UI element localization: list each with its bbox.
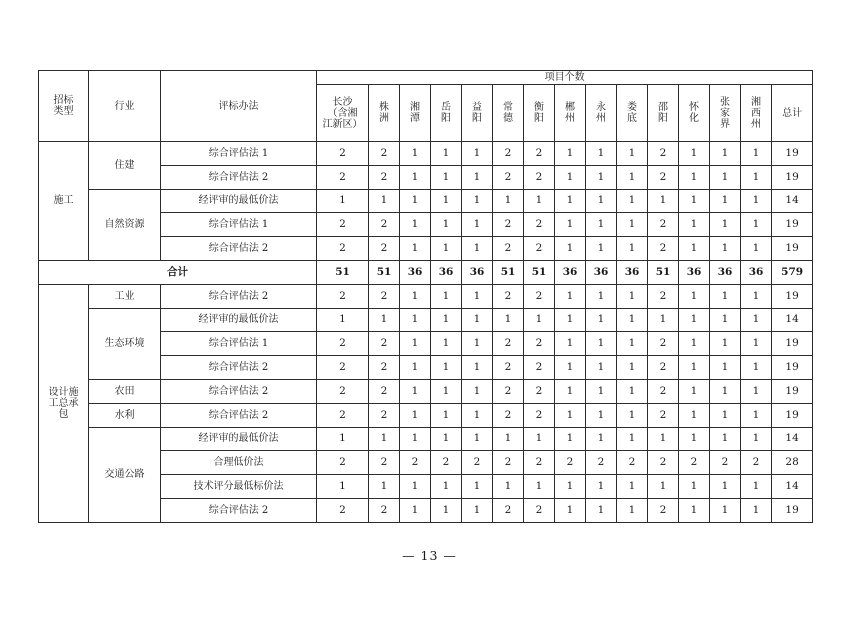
- count-cell: 1: [431, 142, 462, 166]
- count-cell: 2: [493, 379, 524, 403]
- row-total-cell: 19: [772, 379, 813, 403]
- count-cell: 1: [493, 189, 524, 213]
- count-cell: 1: [617, 142, 648, 166]
- table-row: [39, 403, 813, 427]
- count-cell: 1: [710, 189, 741, 213]
- row-total-cell: 28: [772, 451, 813, 475]
- header-total: 总计: [772, 85, 813, 142]
- count-cell: 1: [679, 142, 710, 166]
- count-cell: 2: [369, 379, 400, 403]
- count-cell: 1: [679, 475, 710, 499]
- count-cell: 1: [586, 213, 617, 237]
- total-cell: 36: [400, 260, 431, 284]
- count-cell: 1: [317, 475, 369, 499]
- count-cell: 1: [555, 356, 586, 380]
- count-cell: 2: [648, 284, 679, 308]
- count-cell: 1: [431, 356, 462, 380]
- count-cell: 1: [586, 427, 617, 451]
- count-cell: 2: [493, 403, 524, 427]
- count-cell: 1: [400, 189, 431, 213]
- count-cell: 1: [710, 475, 741, 499]
- count-cell: 1: [679, 403, 710, 427]
- count-cell: 1: [741, 356, 772, 380]
- count-cell: 1: [555, 308, 586, 332]
- table-body: [39, 142, 813, 523]
- row-total-cell: 14: [772, 427, 813, 451]
- industry-cell: 住建: [89, 142, 161, 190]
- grand-total-cell: 579: [772, 260, 813, 284]
- count-cell: 2: [648, 237, 679, 261]
- count-cell: 1: [369, 475, 400, 499]
- count-cell: 1: [400, 332, 431, 356]
- count-cell: 2: [524, 237, 555, 261]
- count-cell: 2: [369, 142, 400, 166]
- header-city: 常 德: [493, 85, 524, 142]
- total-cell: 51: [524, 260, 555, 284]
- count-cell: 1: [586, 356, 617, 380]
- method-cell: 综合评估法 2: [161, 356, 317, 380]
- row-total-cell: 19: [772, 403, 813, 427]
- count-cell: 2: [317, 213, 369, 237]
- count-cell: 1: [586, 498, 617, 522]
- count-cell: 1: [710, 237, 741, 261]
- header-method: 评标办法: [161, 71, 317, 142]
- count-cell: 2: [369, 237, 400, 261]
- count-cell: 1: [369, 427, 400, 451]
- count-cell: 1: [741, 475, 772, 499]
- count-cell: 1: [400, 237, 431, 261]
- method-cell: 综合评估法 2: [161, 379, 317, 403]
- row-total-cell: 14: [772, 475, 813, 499]
- count-cell: 2: [524, 142, 555, 166]
- count-cell: 1: [555, 213, 586, 237]
- header-city: 永 州: [586, 85, 617, 142]
- count-cell: 1: [493, 427, 524, 451]
- count-cell: 2: [524, 332, 555, 356]
- count-cell: 1: [400, 498, 431, 522]
- count-cell: 1: [679, 213, 710, 237]
- count-cell: 1: [431, 165, 462, 189]
- count-cell: 1: [679, 189, 710, 213]
- count-cell: 1: [741, 189, 772, 213]
- count-cell: 1: [317, 308, 369, 332]
- count-cell: 1: [617, 165, 648, 189]
- count-cell: 1: [741, 308, 772, 332]
- count-cell: 1: [462, 308, 493, 332]
- count-cell: 2: [317, 165, 369, 189]
- row-total-cell: 19: [772, 498, 813, 522]
- header-city: 郴 州: [555, 85, 586, 142]
- count-cell: 1: [400, 427, 431, 451]
- count-cell: 1: [710, 332, 741, 356]
- count-cell: 1: [400, 475, 431, 499]
- count-cell: 1: [462, 475, 493, 499]
- count-cell: 1: [741, 237, 772, 261]
- count-cell: 2: [679, 451, 710, 475]
- row-total-cell: 19: [772, 165, 813, 189]
- industry-cell: 自然资源: [89, 189, 161, 260]
- count-cell: 1: [555, 284, 586, 308]
- count-cell: 2: [524, 379, 555, 403]
- industry-cell: 农田: [89, 379, 161, 403]
- count-cell: 1: [741, 403, 772, 427]
- total-cell: 51: [648, 260, 679, 284]
- count-cell: 2: [524, 498, 555, 522]
- count-cell: 2: [648, 332, 679, 356]
- count-cell: 2: [493, 356, 524, 380]
- industry-cell: 水利: [89, 403, 161, 427]
- method-cell: 综合评估法 2: [161, 284, 317, 308]
- count-cell: 2: [369, 332, 400, 356]
- count-cell: 1: [555, 403, 586, 427]
- page-number: — 13 —: [402, 548, 457, 563]
- count-cell: 1: [679, 308, 710, 332]
- count-cell: 1: [555, 427, 586, 451]
- header-city: 湘 西 州: [741, 85, 772, 142]
- count-cell: 1: [741, 213, 772, 237]
- count-cell: 1: [648, 427, 679, 451]
- table-header: [39, 71, 813, 142]
- count-cell: 2: [369, 165, 400, 189]
- count-cell: 1: [493, 475, 524, 499]
- count-cell: 2: [617, 451, 648, 475]
- count-cell: 1: [741, 427, 772, 451]
- count-cell: 1: [555, 189, 586, 213]
- count-cell: 2: [586, 451, 617, 475]
- count-cell: 1: [462, 189, 493, 213]
- method-cell: 综合评估法 2: [161, 403, 317, 427]
- header-city: 岳 阳: [431, 85, 462, 142]
- count-cell: 1: [679, 379, 710, 403]
- count-cell: 2: [555, 451, 586, 475]
- count-cell: 2: [648, 165, 679, 189]
- row-total-cell: 19: [772, 142, 813, 166]
- method-cell: 技术评分最低标价法: [161, 475, 317, 499]
- count-cell: 1: [741, 142, 772, 166]
- count-cell: 2: [317, 332, 369, 356]
- count-cell: 1: [462, 403, 493, 427]
- count-cell: 2: [369, 498, 400, 522]
- count-cell: 1: [586, 332, 617, 356]
- count-cell: 2: [524, 284, 555, 308]
- method-cell: 综合评估法 1: [161, 213, 317, 237]
- method-cell: 经评审的最低价法: [161, 308, 317, 332]
- total-cell: 51: [317, 260, 369, 284]
- header-type: 招标 类型: [39, 71, 89, 142]
- count-cell: 1: [431, 379, 462, 403]
- header-city: 湘 潭: [400, 85, 431, 142]
- method-cell: 经评审的最低价法: [161, 189, 317, 213]
- count-cell: 2: [493, 165, 524, 189]
- count-cell: 1: [431, 498, 462, 522]
- count-cell: 2: [648, 403, 679, 427]
- count-cell: 1: [524, 427, 555, 451]
- count-cell: 1: [431, 284, 462, 308]
- method-cell: 综合评估法 1: [161, 332, 317, 356]
- total-label: 合计: [39, 260, 317, 284]
- count-cell: 1: [524, 308, 555, 332]
- count-cell: 1: [555, 332, 586, 356]
- count-cell: 2: [524, 356, 555, 380]
- count-cell: 1: [617, 379, 648, 403]
- count-cell: 1: [617, 284, 648, 308]
- count-cell: 2: [493, 142, 524, 166]
- count-cell: 2: [648, 379, 679, 403]
- total-cell: 36: [462, 260, 493, 284]
- count-cell: 1: [524, 189, 555, 213]
- count-cell: 2: [648, 213, 679, 237]
- row-total-cell: 19: [772, 356, 813, 380]
- count-cell: 2: [524, 213, 555, 237]
- industry-cell: 生态环境: [89, 308, 161, 379]
- header-city: 娄 底: [617, 85, 648, 142]
- count-cell: 1: [400, 284, 431, 308]
- header-city: 怀 化: [679, 85, 710, 142]
- count-cell: 1: [648, 308, 679, 332]
- total-cell: 36: [741, 260, 772, 284]
- count-cell: 1: [462, 165, 493, 189]
- count-cell: 1: [400, 379, 431, 403]
- count-cell: 1: [431, 308, 462, 332]
- count-cell: 1: [710, 403, 741, 427]
- count-cell: 1: [317, 189, 369, 213]
- count-cell: 2: [710, 451, 741, 475]
- count-cell: 1: [679, 356, 710, 380]
- count-cell: 1: [555, 379, 586, 403]
- method-cell: 综合评估法 2: [161, 165, 317, 189]
- total-cell: 36: [710, 260, 741, 284]
- bid-type-cell: 施工: [39, 142, 89, 261]
- table-row: [39, 189, 813, 213]
- count-cell: 1: [400, 142, 431, 166]
- header-city: 长沙 （含湘 江新区）: [317, 85, 369, 142]
- count-cell: 1: [555, 165, 586, 189]
- count-cell: 1: [555, 237, 586, 261]
- count-cell: 1: [462, 427, 493, 451]
- method-cell: 经评审的最低价法: [161, 427, 317, 451]
- count-cell: 2: [462, 451, 493, 475]
- count-cell: 1: [369, 189, 400, 213]
- bid-type-cell: 设计施 工总承 包: [39, 284, 89, 522]
- count-cell: 1: [586, 284, 617, 308]
- count-cell: 1: [679, 165, 710, 189]
- count-cell: 1: [710, 356, 741, 380]
- count-cell: 2: [317, 237, 369, 261]
- industry-cell: 交通公路: [89, 427, 161, 522]
- header-project-count: 项目个数: [317, 71, 813, 85]
- header-industry: 行业: [89, 71, 161, 142]
- header-city: 益 阳: [462, 85, 493, 142]
- count-cell: 1: [617, 332, 648, 356]
- count-cell: 2: [369, 284, 400, 308]
- statistics-table-container: [38, 70, 813, 523]
- count-cell: 1: [741, 332, 772, 356]
- count-cell: 1: [586, 189, 617, 213]
- header-city: 株 洲: [369, 85, 400, 142]
- count-cell: 1: [617, 403, 648, 427]
- count-cell: 1: [710, 142, 741, 166]
- count-cell: 1: [431, 189, 462, 213]
- count-cell: 2: [524, 451, 555, 475]
- total-cell: 51: [369, 260, 400, 284]
- count-cell: 1: [586, 308, 617, 332]
- count-cell: 1: [648, 189, 679, 213]
- count-cell: 1: [431, 403, 462, 427]
- count-cell: 1: [586, 403, 617, 427]
- count-cell: 2: [648, 142, 679, 166]
- row-total-cell: 14: [772, 189, 813, 213]
- count-cell: 1: [679, 284, 710, 308]
- statistics-table: [38, 70, 813, 523]
- count-cell: 1: [617, 308, 648, 332]
- count-cell: 1: [710, 427, 741, 451]
- count-cell: 1: [586, 379, 617, 403]
- row-total-cell: 19: [772, 284, 813, 308]
- count-cell: 1: [710, 308, 741, 332]
- count-cell: 1: [741, 284, 772, 308]
- count-cell: 1: [555, 142, 586, 166]
- count-cell: 1: [431, 332, 462, 356]
- method-cell: 综合评估法 1: [161, 142, 317, 166]
- count-cell: 1: [431, 213, 462, 237]
- header-city: 邵 阳: [648, 85, 679, 142]
- header-city: 张 家 界: [710, 85, 741, 142]
- count-cell: 1: [493, 308, 524, 332]
- count-cell: 1: [369, 308, 400, 332]
- count-cell: 1: [617, 213, 648, 237]
- total-cell: 36: [555, 260, 586, 284]
- count-cell: 2: [648, 451, 679, 475]
- count-cell: 2: [317, 142, 369, 166]
- header-city: 衡 阳: [524, 85, 555, 142]
- count-cell: 1: [431, 475, 462, 499]
- count-cell: 2: [524, 165, 555, 189]
- count-cell: 1: [462, 142, 493, 166]
- row-total-cell: 19: [772, 237, 813, 261]
- count-cell: 2: [317, 284, 369, 308]
- count-cell: 1: [741, 165, 772, 189]
- total-cell: 36: [679, 260, 710, 284]
- count-cell: 1: [462, 379, 493, 403]
- row-total-cell: 19: [772, 332, 813, 356]
- count-cell: 2: [317, 379, 369, 403]
- count-cell: 1: [431, 427, 462, 451]
- count-cell: 2: [369, 451, 400, 475]
- table-row: [39, 284, 813, 308]
- count-cell: 1: [710, 498, 741, 522]
- count-cell: 1: [710, 284, 741, 308]
- total-cell: 36: [431, 260, 462, 284]
- count-cell: 1: [617, 189, 648, 213]
- count-cell: 1: [400, 356, 431, 380]
- total-cell: 36: [586, 260, 617, 284]
- count-cell: 1: [555, 498, 586, 522]
- table-row: [39, 308, 813, 332]
- count-cell: 1: [617, 427, 648, 451]
- count-cell: 1: [317, 427, 369, 451]
- count-cell: 1: [741, 498, 772, 522]
- count-cell: 2: [741, 451, 772, 475]
- method-cell: 综合评估法 2: [161, 498, 317, 522]
- count-cell: 2: [317, 451, 369, 475]
- count-cell: 2: [493, 451, 524, 475]
- count-cell: 2: [493, 284, 524, 308]
- count-cell: 1: [710, 165, 741, 189]
- count-cell: 1: [400, 165, 431, 189]
- count-cell: 2: [493, 213, 524, 237]
- count-cell: 1: [710, 213, 741, 237]
- count-cell: 2: [524, 403, 555, 427]
- count-cell: 1: [617, 237, 648, 261]
- industry-cell: 工业: [89, 284, 161, 308]
- count-cell: 2: [400, 451, 431, 475]
- count-cell: 1: [617, 475, 648, 499]
- count-cell: 1: [462, 498, 493, 522]
- count-cell: 2: [369, 403, 400, 427]
- count-cell: 1: [431, 237, 462, 261]
- count-cell: 2: [317, 403, 369, 427]
- count-cell: 1: [400, 403, 431, 427]
- row-total-cell: 14: [772, 308, 813, 332]
- count-cell: 2: [493, 332, 524, 356]
- count-cell: 1: [679, 237, 710, 261]
- count-cell: 1: [462, 237, 493, 261]
- count-cell: 1: [462, 213, 493, 237]
- count-cell: 1: [462, 356, 493, 380]
- count-cell: 1: [617, 356, 648, 380]
- count-cell: 1: [400, 308, 431, 332]
- count-cell: 1: [741, 379, 772, 403]
- row-total-cell: 19: [772, 213, 813, 237]
- count-cell: 2: [648, 356, 679, 380]
- count-cell: 1: [679, 427, 710, 451]
- count-cell: 2: [493, 237, 524, 261]
- count-cell: 1: [679, 498, 710, 522]
- count-cell: 2: [431, 451, 462, 475]
- count-cell: 1: [462, 332, 493, 356]
- count-cell: 1: [400, 213, 431, 237]
- count-cell: 2: [317, 498, 369, 522]
- method-cell: 合理低价法: [161, 451, 317, 475]
- table-row: [39, 427, 813, 451]
- table-row: [39, 379, 813, 403]
- count-cell: 1: [524, 475, 555, 499]
- count-cell: 1: [586, 475, 617, 499]
- count-cell: 1: [586, 165, 617, 189]
- count-cell: 1: [679, 332, 710, 356]
- count-cell: 1: [586, 237, 617, 261]
- total-row: [39, 260, 813, 284]
- total-cell: 36: [617, 260, 648, 284]
- table-row: [39, 142, 813, 166]
- count-cell: 2: [493, 498, 524, 522]
- count-cell: 2: [369, 213, 400, 237]
- count-cell: 1: [648, 475, 679, 499]
- count-cell: 2: [369, 356, 400, 380]
- count-cell: 1: [710, 379, 741, 403]
- count-cell: 2: [648, 498, 679, 522]
- count-cell: 1: [462, 284, 493, 308]
- total-cell: 51: [493, 260, 524, 284]
- method-cell: 综合评估法 2: [161, 237, 317, 261]
- count-cell: 2: [317, 356, 369, 380]
- count-cell: 1: [617, 498, 648, 522]
- count-cell: 1: [586, 142, 617, 166]
- count-cell: 1: [555, 475, 586, 499]
